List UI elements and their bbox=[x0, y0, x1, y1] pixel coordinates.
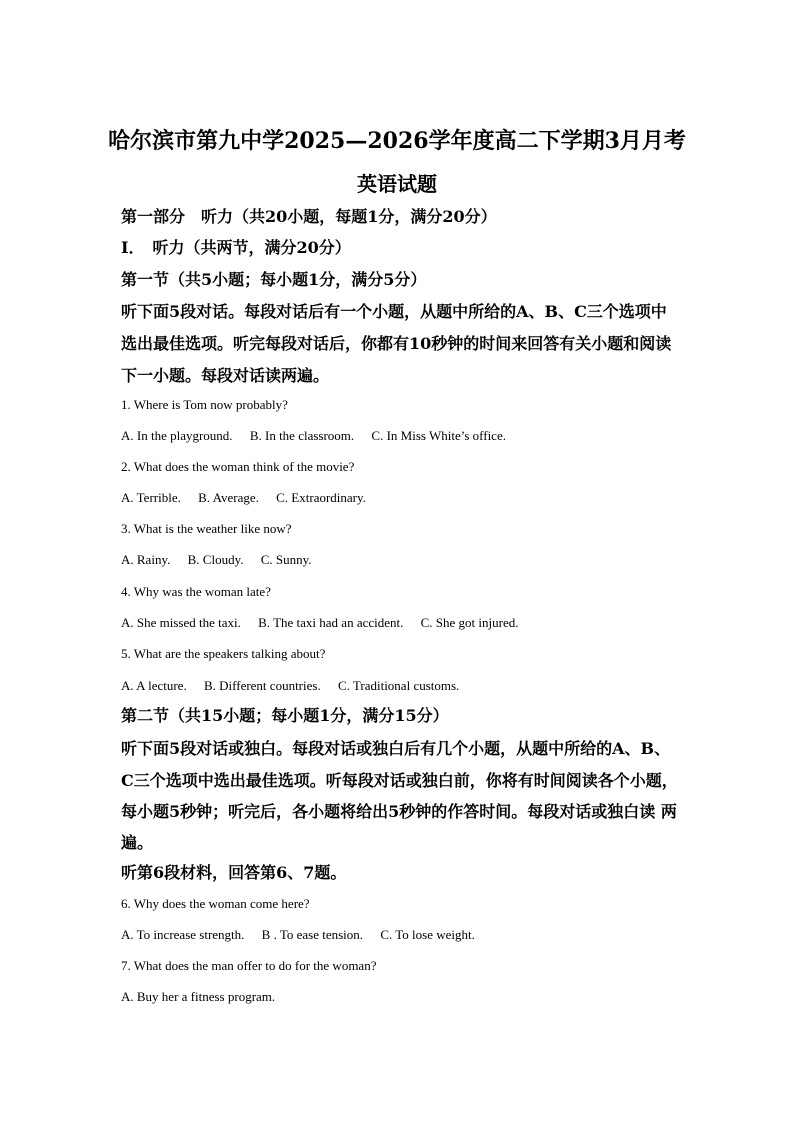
option: C. To lose weight. bbox=[380, 927, 475, 942]
question-options bbox=[121, 426, 691, 446]
option: A. Rainy. bbox=[121, 552, 171, 567]
option: C. In Miss White’s office. bbox=[371, 428, 506, 443]
option: C. Extraordinary. bbox=[276, 490, 366, 505]
section1-instruction-line: 下一小题。每段对话读两遍。 bbox=[121, 366, 330, 385]
question-stem: 5. What are the speakers talking about? bbox=[121, 646, 326, 661]
question-stem: 7. What does the man offer to do for the woman? bbox=[121, 958, 377, 973]
question-options bbox=[121, 488, 691, 508]
question-stem: 2. What does the woman think of the movie? bbox=[121, 459, 355, 474]
question-stem: 4. Why was the woman late? bbox=[121, 584, 271, 599]
section2-heading: 第二节（共15小题；每小题1分，满分15分） bbox=[121, 706, 449, 725]
option: A. A lecture. bbox=[121, 678, 187, 693]
option: B. In the classroom. bbox=[249, 428, 355, 443]
question-stem: 3. What is the weather like now? bbox=[121, 521, 292, 536]
option: B. The taxi had an accident. bbox=[258, 615, 404, 630]
section2-instruction-line: 每小题5秒钟；听完后，各小题将给出5秒钟的作答时间。每段对话或独白读 两 bbox=[121, 802, 677, 821]
option: B . To ease tension. bbox=[261, 927, 364, 942]
question-options bbox=[121, 550, 691, 570]
option: A. Buy her a fitness program. bbox=[121, 989, 276, 1004]
option: A. In the playground. bbox=[121, 428, 233, 443]
section2-instruction-line: C三个选项中选出最佳选项。听每段对话或独白前，你将有时间阅读各个小题， bbox=[121, 771, 678, 790]
option: B. Different countries. bbox=[203, 678, 321, 693]
question-stem: 6. Why does the woman come here? bbox=[121, 896, 310, 911]
section-i-heading: Ⅰ． 听力（共两节，满分20分） bbox=[121, 238, 351, 257]
option: A. To increase strength. bbox=[121, 927, 245, 942]
question-options bbox=[121, 676, 691, 696]
part1-heading: 第一部分 听力（共20小题，每题1分，满分20分） bbox=[121, 207, 497, 226]
question-options bbox=[121, 987, 691, 1007]
option: B. Cloudy. bbox=[187, 552, 244, 567]
question-stem: 1. Where is Tom now probably? bbox=[121, 397, 288, 412]
section1-instruction-line: 听下面5段对话。每段对话后有一个小题，从题中所给的A、B、C三个选项中 bbox=[121, 302, 667, 321]
option: C. Traditional customs. bbox=[337, 678, 460, 693]
exam-title: 哈尔滨市第九中学2025—2026学年度高二下学期3月月考 bbox=[108, 128, 686, 154]
question-options bbox=[121, 613, 691, 633]
option: C. Sunny. bbox=[260, 552, 312, 567]
option: C. She got injured. bbox=[420, 615, 519, 630]
option: B. Average. bbox=[198, 490, 259, 505]
exam-subtitle: 英语试题 bbox=[357, 172, 437, 196]
question-options bbox=[121, 925, 691, 945]
section2-instruction-line: 听下面5段对话或独白。每段对话或独白后有几个小题，从题中所给的A、B、 bbox=[121, 739, 671, 758]
section2-instruction-line: 遍。 bbox=[121, 833, 154, 852]
material6-heading: 听第6段材料，回答第6、7题。 bbox=[121, 863, 347, 882]
option: A. Terrible. bbox=[121, 490, 181, 505]
option: A. She missed the taxi. bbox=[121, 615, 241, 630]
section1-instruction-line: 选出最佳选项。听完每段对话后，你都有10秒钟的时间来回答有关小题和阅读 bbox=[121, 334, 672, 353]
section1-heading: 第一节（共5小题；每小题1分，满分5分） bbox=[121, 270, 427, 289]
